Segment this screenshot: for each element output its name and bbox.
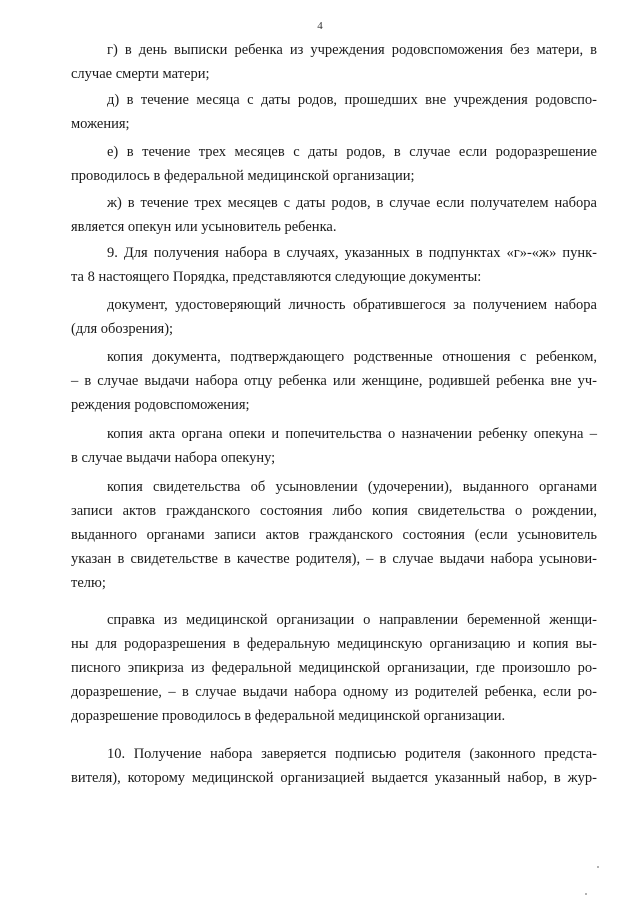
text-line: (для обозрения); xyxy=(71,321,174,337)
document-item-identity xyxy=(71,293,597,341)
text-line: в случае выдачи набора опекуну; xyxy=(71,450,276,466)
document-item-guardianship xyxy=(71,422,597,470)
text-line: 10. Получение набора заверяется подписью родителя (законного предста- xyxy=(107,746,597,762)
text-line: случае смерти матери; xyxy=(71,66,210,82)
text-line: доразрешение, – в случае выдачи набора одному из родителей ребенка, если ро- xyxy=(71,684,597,700)
document-item-referral xyxy=(71,608,597,728)
text-line: ж) в течение трех месяцев с даты родов, в случае если получателем набора xyxy=(107,195,597,211)
text-line: реждения родовспоможения; xyxy=(71,397,250,413)
text-line: записи актов гражданского состояния либо копия свидетельства о рождении, xyxy=(71,503,597,519)
document-item-kinship xyxy=(71,345,597,417)
text-line: г) в день выписки ребенка из учреждения родовспоможения без матери, в xyxy=(107,42,597,58)
text-line: копия акта органа опеки и попечительства о назначении ребенку опекуна – xyxy=(107,426,597,442)
text-line: вителя), которому медицинской организацией выдается указанный набор, в жур- xyxy=(71,770,597,786)
text-line: выданного органами записи актов гражданского состояния (если усыновитель xyxy=(71,527,597,543)
text-line: – в случае выдачи набора отцу ребенка или женщине, родившей ребенка вне уч- xyxy=(71,373,597,389)
text-line: е) в течение трех месяцев с даты родов, в случае если родоразрешение xyxy=(107,144,597,160)
text-line: копия документа, подтверждающего родственные отношения с ребенком, xyxy=(107,349,597,365)
text-line: 9. Для получения набора в случаях, указанных в подпунктах «г»-«ж» пунк- xyxy=(107,245,597,261)
text-line: является опекун или усыновитель ребенка. xyxy=(71,219,337,235)
list-item-d xyxy=(71,88,597,136)
scan-speck xyxy=(597,866,599,868)
text-line: ны для родоразрешения в федеральную медицинскую организацию и копия вы- xyxy=(71,636,597,652)
text-line: проводилось в федеральной медицинской организации; xyxy=(71,168,415,184)
list-item-g xyxy=(71,38,597,86)
text-line: телю; xyxy=(71,575,106,591)
clause-10 xyxy=(71,742,597,790)
page-number: 4 xyxy=(317,20,323,32)
text-line: писного эпикриза из федеральной медицинской организации, где произошло ро- xyxy=(71,660,597,676)
text-line: документ, удостоверяющий личность обратившегося за получением набора xyxy=(107,297,597,313)
list-item-e xyxy=(71,140,597,188)
text-line: копия свидетельства об усыновлении (удочерении), выданного органами xyxy=(107,479,597,495)
scan-speck xyxy=(585,893,587,895)
text-line: справка из медицинской организации о направлении беременной женщи- xyxy=(107,612,597,628)
text-line: доразрешение проводилось в федеральной медицинской организации. xyxy=(71,708,506,724)
text-line: можения; xyxy=(71,116,130,132)
text-line: та 8 настоящего Порядка, представляются следующие документы: xyxy=(71,269,482,285)
clause-9 xyxy=(71,241,597,289)
text-line: д) в течение месяца с даты родов, прошедших вне учреждения родовспо- xyxy=(107,92,597,108)
document-item-adoption xyxy=(71,475,597,595)
list-item-zh xyxy=(71,191,597,239)
text-line: указан в свидетельстве в качестве родителя), – в случае выдачи набора усынови- xyxy=(71,551,597,567)
